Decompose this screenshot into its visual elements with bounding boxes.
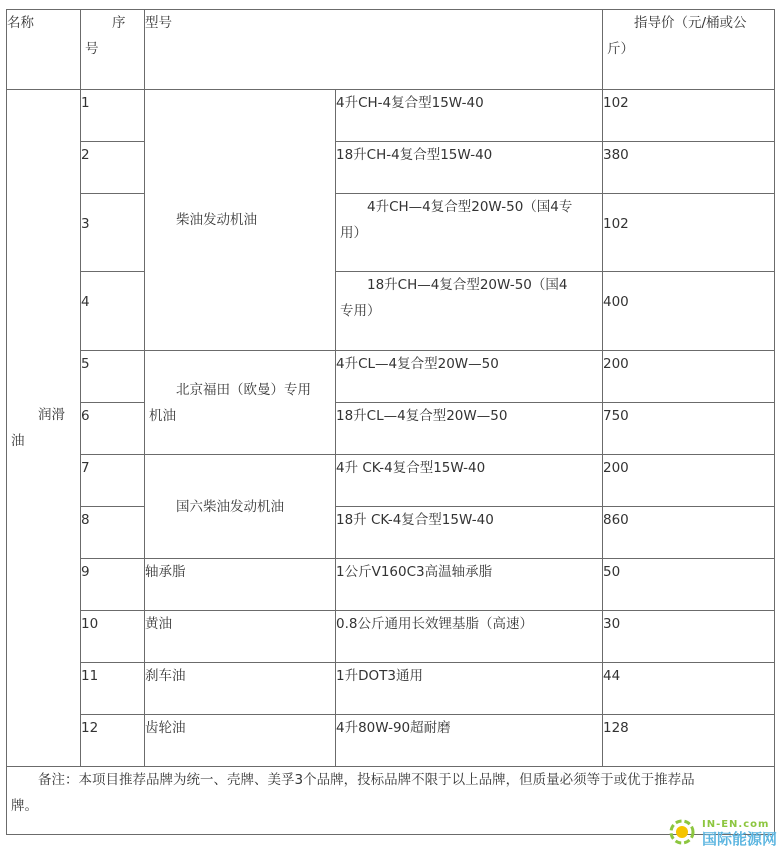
price-cell: 400 — [603, 272, 775, 351]
type-cell: 齿轮油 — [145, 715, 336, 767]
price-cell: 128 — [603, 715, 775, 767]
table-row — [7, 272, 775, 351]
type-cell: 轴承脂 — [145, 559, 336, 611]
table-row — [7, 611, 775, 663]
seq-cell: 11 — [81, 663, 145, 715]
header-seq-line2: 号 — [85, 41, 99, 57]
group-foton-line2: 机油 — [149, 407, 176, 424]
seq-cell: 2 — [81, 142, 145, 194]
seq-cell: 7 — [81, 455, 145, 507]
group-diesel-label: 柴油发动机油 — [176, 212, 257, 228]
price-cell: 750 — [603, 403, 775, 455]
model-cell: 4升 CK-4复合型15W-40 — [336, 455, 603, 507]
group-guoliu — [145, 455, 336, 559]
category-line2: 油 — [11, 433, 25, 449]
model-line1: 18升CH—4复合型20W-50（国4 — [367, 277, 568, 293]
model-cell: 18升CL—4复合型20W—50 — [336, 403, 603, 455]
category-line1: 润滑 — [38, 407, 65, 423]
note-line1: 备注：本项目推荐品牌为统一、壳牌、美孚3个品牌，投标品牌不限于以上品牌，但质量必须等于或优于推荐品 — [38, 772, 695, 788]
watermark-cn: 国际能源网 — [701, 830, 777, 848]
model-line2: 专用） — [340, 303, 381, 319]
header-price-line2: 斤） — [607, 41, 634, 57]
model-cell — [336, 272, 603, 351]
model-cell — [336, 194, 603, 272]
model-cell: 1公斤V160C3高温轴承脂 — [336, 559, 603, 611]
seq-cell: 12 — [81, 715, 145, 767]
note-line2: 牌。 — [11, 798, 38, 814]
seq-cell: 1 — [81, 90, 145, 142]
header-price-line1: 指导价（元/桶或公 — [634, 15, 747, 31]
price-cell: 50 — [603, 559, 775, 611]
group-guoliu-label: 国六柴油发动机油 — [176, 498, 284, 515]
table-row — [7, 715, 775, 767]
price-cell: 200 — [603, 351, 775, 403]
price-table — [6, 9, 775, 835]
seq-cell: 5 — [81, 351, 145, 403]
header-seq-line1: 序 — [112, 15, 126, 31]
note-cell — [7, 767, 775, 835]
price-cell: 200 — [603, 455, 775, 507]
seq-cell: 9 — [81, 559, 145, 611]
price-cell: 44 — [603, 663, 775, 715]
type-cell: 黄油 — [145, 611, 336, 663]
seq-cell: 6 — [81, 403, 145, 455]
model-cell: 4升80W-90超耐磨 — [336, 715, 603, 767]
price-cell: 102 — [603, 194, 775, 272]
table-row — [7, 507, 775, 559]
model-line2: 用） — [340, 225, 367, 241]
watermark-en: IN-EN.com — [701, 819, 770, 830]
header-seq — [81, 10, 145, 90]
table-row — [7, 403, 775, 455]
group-foton — [145, 351, 336, 455]
type-cell: 刹车油 — [145, 663, 336, 715]
model-cell: 4升CL—4复合型20W—50 — [336, 351, 603, 403]
price-cell: 380 — [603, 142, 775, 194]
seq-cell: 3 — [81, 194, 145, 272]
header-model: 型号 — [145, 10, 603, 90]
category-cell — [7, 90, 81, 767]
price-cell: 860 — [603, 507, 775, 559]
note-row — [7, 767, 775, 835]
table-row — [7, 142, 775, 194]
model-cell: 0.8公斤通用长效锂基脂（高速） — [336, 611, 603, 663]
model-cell: 1升DOT3通用 — [336, 663, 603, 715]
table-header-row — [7, 10, 775, 90]
watermark — [666, 816, 777, 848]
watermark-text — [702, 818, 777, 846]
table-row — [7, 351, 775, 403]
price-cell: 102 — [603, 90, 775, 142]
table-row — [7, 559, 775, 611]
seq-cell: 8 — [81, 507, 145, 559]
price-cell: 30 — [603, 611, 775, 663]
model-cell: 18升CH-4复合型15W-40 — [336, 142, 603, 194]
table-row — [7, 455, 775, 507]
seq-cell: 10 — [81, 611, 145, 663]
group-diesel — [145, 90, 336, 351]
table-row — [7, 194, 775, 272]
model-cell: 4升CH-4复合型15W-40 — [336, 90, 603, 142]
sun-logo-icon — [666, 816, 698, 848]
model-cell: 18升 CK-4复合型15W-40 — [336, 507, 603, 559]
group-foton-line1: 北京福田（欧曼）专用 — [176, 381, 311, 398]
seq-cell: 4 — [81, 272, 145, 351]
header-name: 名称 — [7, 10, 81, 90]
header-price — [603, 10, 775, 90]
table-row — [7, 90, 775, 142]
table-row — [7, 663, 775, 715]
model-line1: 4升CH—4复合型20W-50（国4专 — [367, 199, 573, 215]
